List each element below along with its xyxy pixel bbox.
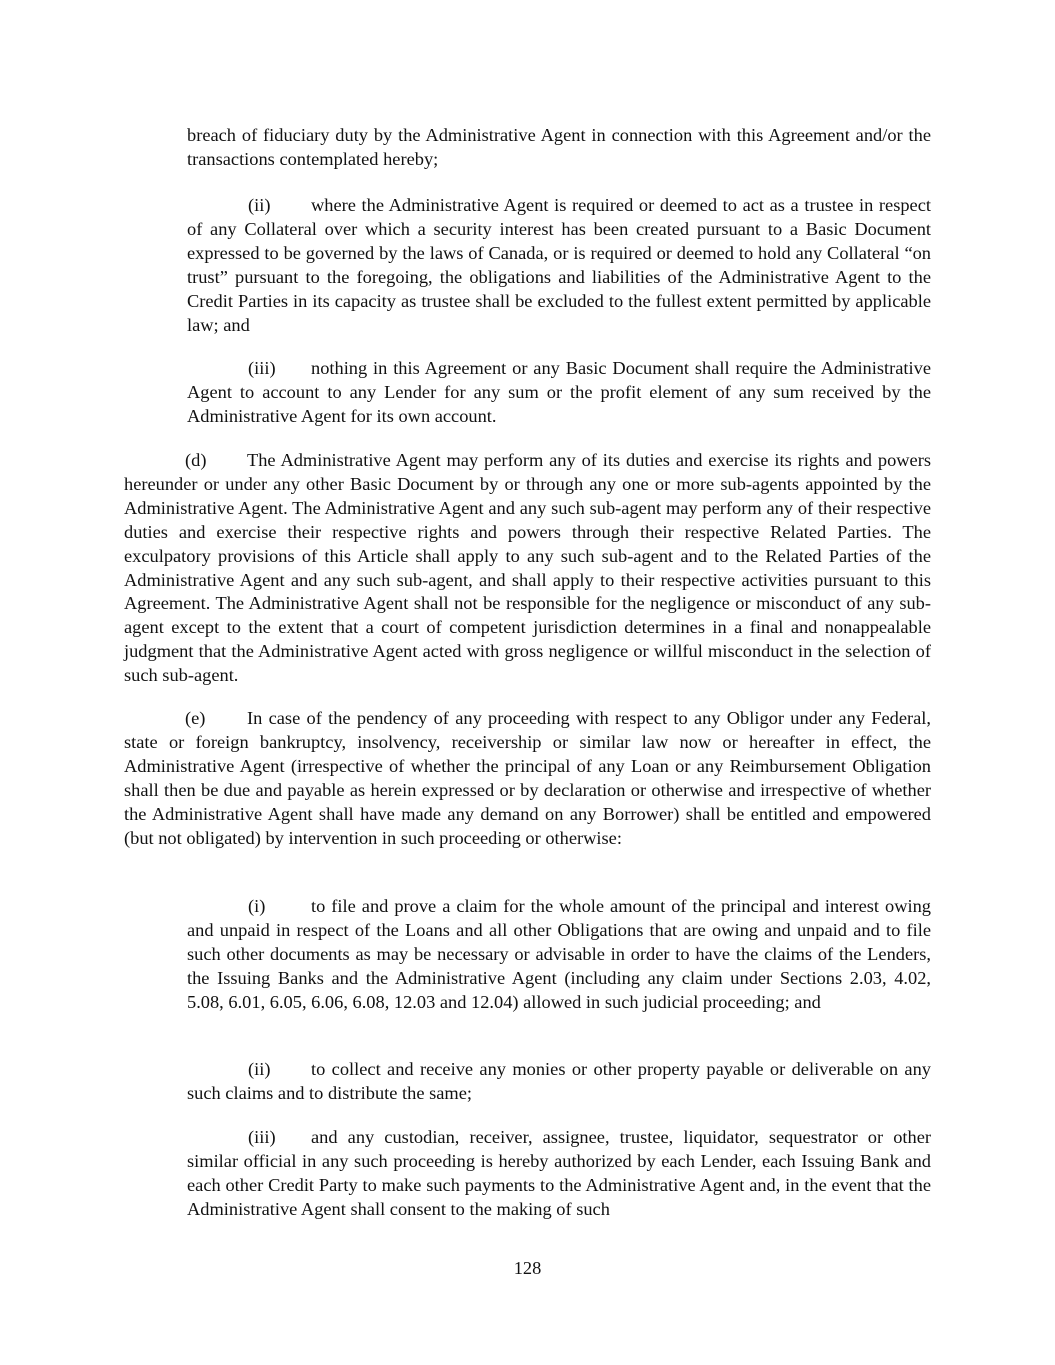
clause-e-text: In case of the pendency of any proceeding with respect to any Obligor under any Federal, state or foreign bankruptcy, insolvency, receivership or similar law now or hereafter in effect, the Administrative Agent (irrespective of whether the principal of any Loan or any Reimbursement Obligation shall then be due and payable as herein expressed or by declaration or otherwise and irrespective of whether the Administrative Agent shall have made any demand on any Borrower) shall be entitled and empowered (but not obligated) by intervention in such proceeding or otherwise: (124, 708, 931, 848)
clause-e-iii-text: and any custodian, receiver, assignee, trustee, liquidator, sequestrator or other similar official in any such proceeding is hereby authorized by each Lender, each Issuing Bank and each other Credit Party to make such payments to the Administrative Agent and, in the event that the Administrative Agent shall consent to the making of such (187, 1127, 931, 1219)
clause-d-text: The Administrative Agent may perform any of its duties and exercise its rights and powers hereunder or under any other Basic Document by or through any one or more sub-agents appointed by the Administrative Agent. The Administrative Agent and any such sub-agent may perform any of their respective duties and exercise their respective rights and powers through their respective Related Parties. The exculpatory provisions of this Article shall apply to any such sub-agent and to the Related Parties of the Administrative Agent and any such sub-agent, and shall apply to their respective activities pursuant to this Agreement. The Administrative Agent shall not be responsible for the negligence or misconduct of any sub-agent except to the extent that a court of competent jurisdiction determines in a final and nonappealable judgment that the Administrative Agent acted with gross negligence or willful misconduct in the selection of such sub-agent. (124, 450, 931, 686)
clause-c-ii-text: where the Administrative Agent is required or deemed to act as a trustee in respect of any Collateral over which a security interest has been created pursuant to a Basic Document expressed to be governed by the laws of Canada, or is required or deemed to hold any Collateral “on trust” pursuant to the foregoing, the obligations and liabilities of the Administrative Agent to the Credit Parties in its capacity as trustee shall be excluded to the fullest extent permitted by applicable law; and (187, 195, 931, 335)
clause-e-ii-label: (ii) (248, 1059, 271, 1079)
clause-e-ii (187, 1058, 931, 1106)
clause-e-i-label: (i) (248, 896, 266, 916)
clause-e-iii-label: (iii) (248, 1127, 276, 1147)
clause-e-i (187, 895, 931, 1015)
clause-e-iii (187, 1126, 931, 1222)
clause-d (124, 449, 931, 688)
page-number: 128 (513, 1258, 542, 1278)
clause-c-iii-text: nothing in this Agreement or any Basic Document shall require the Administrative Agent to account to any Lender for any sum or the profit element of any sum received by the Administrative Agent for its own account. (187, 358, 931, 426)
clause-e-ii-text: to collect and receive any monies or other property payable or deliverable on any such claims and to distribute the same; (187, 1059, 931, 1103)
clause-c-ii-label: (ii) (248, 195, 271, 215)
clause-c-iii-label: (iii) (248, 358, 276, 378)
clause-e (124, 707, 931, 850)
continuation-text: breach of fiduciary duty by the Administrative Agent in connection with this Agreement and/or the transactions contemplated hereby; (187, 125, 931, 169)
clause-c-iii (187, 357, 931, 429)
clause-c-ii (187, 194, 931, 337)
clause-e-i-text: to file and prove a claim for the whole amount of the principal and interest owing and unpaid in respect of the Loans and all other Obligations that are owing and unpaid and to file such other documents as may be necessary or advisable in order to have the claims of the Lenders, the Issuing Banks and the Administrative Agent (including any claim under Sections 2.03, 4.02, 5.08, 6.01, 6.05, 6.06, 6.08, 12.03 and 12.04) allowed in such judicial proceeding; and (187, 896, 931, 1012)
clause-d-label: (d) (185, 450, 207, 470)
continuation-paragraph (187, 124, 931, 172)
clause-e-label: (e) (185, 708, 206, 728)
